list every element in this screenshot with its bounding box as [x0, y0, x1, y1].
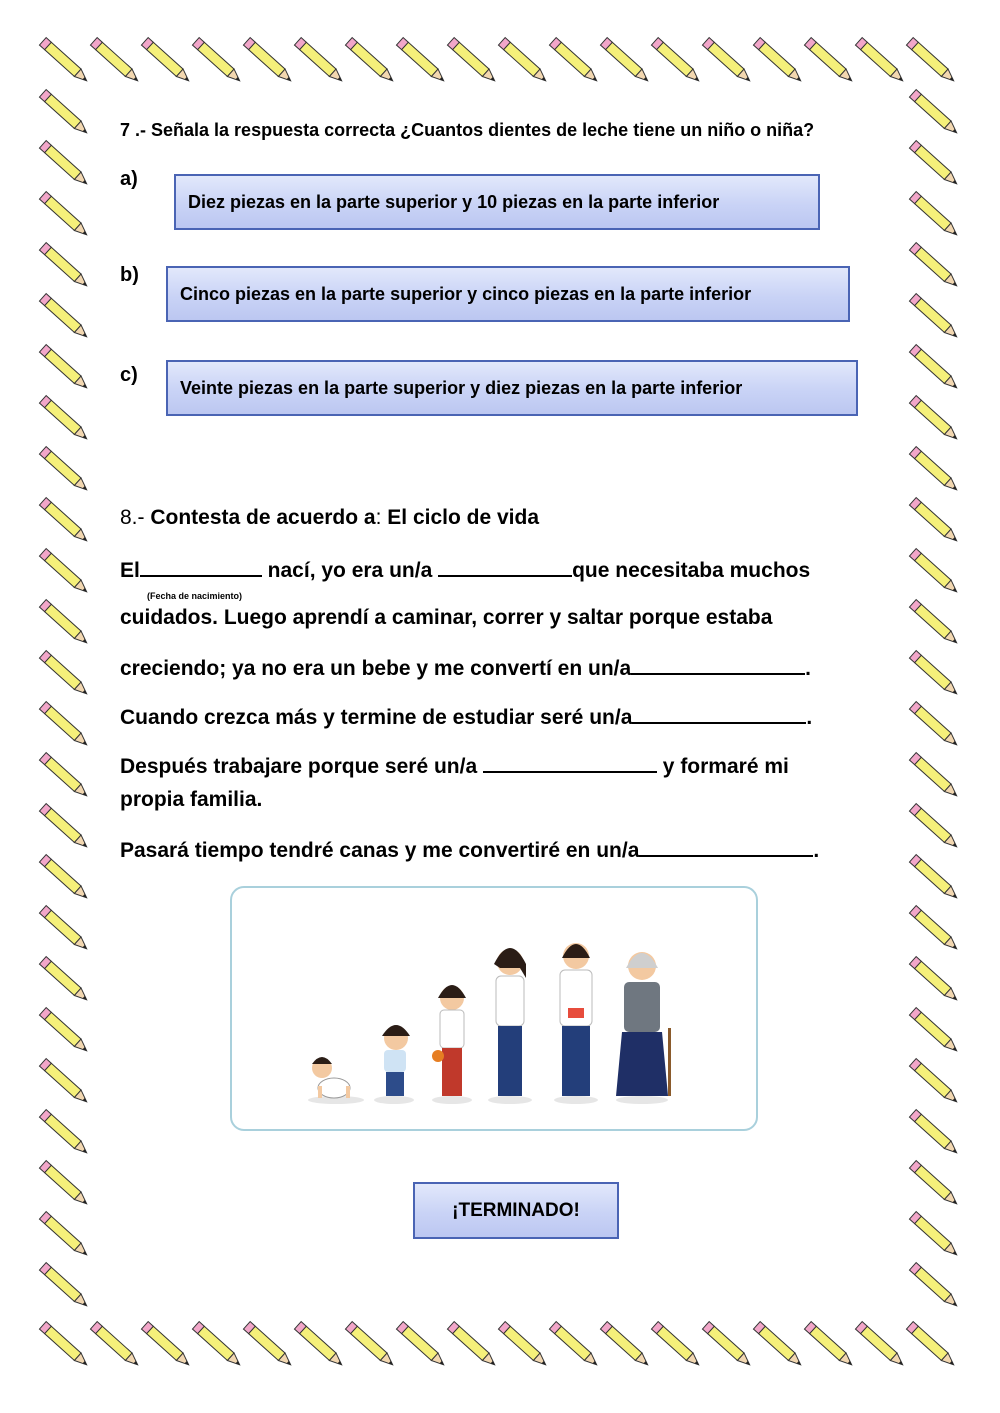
- pencil-icon: [909, 243, 960, 290]
- text-line-6: propia familia.: [120, 788, 263, 811]
- pencil-icon: [39, 804, 90, 851]
- pencil-icon: [909, 600, 960, 647]
- teen-figure: [494, 948, 526, 1096]
- pencil-icon: [39, 702, 90, 749]
- pencil-icon: [909, 651, 960, 698]
- pencil-icon: [39, 1161, 90, 1208]
- line5-end: y formaré mi: [656, 755, 789, 778]
- pencil-icon: [39, 651, 90, 698]
- line3-period: .: [805, 657, 812, 680]
- question-8-label: Contesta de acuerdo a: [150, 506, 376, 529]
- pencil-icon: [345, 1322, 396, 1369]
- pencil-icon: [909, 702, 960, 749]
- pencil-icon: [294, 1322, 345, 1369]
- pencil-icon: [39, 906, 90, 953]
- pencil-icon: [39, 1212, 90, 1259]
- pencil-icon: [498, 38, 549, 85]
- option-c-button[interactable]: Veinte piezas en la parte superior y diez piezas en la parte inferior: [166, 360, 858, 416]
- pencil-icon: [702, 1322, 753, 1369]
- option-c-letter: c): [120, 364, 138, 386]
- pencil-icon: [909, 1110, 960, 1157]
- option-b-letter: b): [120, 264, 139, 286]
- line7-period: .: [813, 839, 820, 862]
- pencil-icon: [549, 38, 600, 85]
- pencil-icon: [549, 1322, 600, 1369]
- baby-figure: [312, 1057, 350, 1098]
- pencil-icon: [141, 38, 192, 85]
- pencil-icon: [909, 855, 960, 902]
- pencil-icon: [909, 345, 960, 392]
- pencil-icon: [753, 38, 804, 85]
- pencil-icon: [39, 855, 90, 902]
- pencil-icon: [39, 396, 90, 443]
- text-line-1: [120, 557, 810, 583]
- birth-date-blank[interactable]: [140, 557, 262, 577]
- blank-5[interactable]: [639, 837, 813, 857]
- blank-4[interactable]: [483, 753, 657, 773]
- text-line-2: cuidados. Luego aprendí a caminar, correr y saltar porque estaba: [120, 606, 773, 629]
- pencil-icon: [447, 1322, 498, 1369]
- text-line-3: [120, 655, 811, 681]
- pencil-icon: [909, 447, 960, 494]
- birth-date-caption: (Fecha de nacimiento): [147, 591, 243, 601]
- text-line-4: [120, 704, 812, 730]
- pencil-icon: [909, 549, 960, 596]
- pencil-icon: [909, 396, 960, 443]
- pencil-icon: [909, 1161, 960, 1208]
- pencil-icon: [909, 1263, 960, 1310]
- pencil-icon: [909, 804, 960, 851]
- question-8-colon: :: [375, 506, 382, 529]
- pencil-icon: [855, 38, 906, 85]
- pencil-icon: [909, 1008, 960, 1055]
- pencil-icon: [909, 498, 960, 545]
- pencil-icon: [909, 906, 960, 953]
- pencil-icon: [909, 753, 960, 800]
- option-a-button[interactable]: Diez piezas en la parte superior y 10 piezas en la parte inferior: [174, 174, 820, 230]
- pencil-icon: [909, 294, 960, 341]
- question-8-topic: El ciclo de vida: [387, 506, 540, 529]
- pencil-icon: [39, 447, 90, 494]
- line7-text: Pasará tiempo tendré canas y me convertiré en un/a: [120, 839, 640, 862]
- line1-start: El: [120, 559, 140, 582]
- line4-period: .: [806, 706, 813, 729]
- pencil-icon: [396, 1322, 447, 1369]
- pencil-icon: [651, 38, 702, 85]
- pencil-icon: [600, 38, 651, 85]
- pencil-icon: [651, 1322, 702, 1369]
- line5-start: Después trabajare porque seré un/a: [120, 755, 483, 778]
- line3-text: creciendo; ya no era un bebe y me convertí en un/a: [120, 657, 632, 680]
- option-b-button[interactable]: Cinco piezas en la parte superior y cinco piezas en la parte inferior: [166, 266, 850, 322]
- option-a-letter: a): [120, 168, 138, 190]
- pencil-icon: [855, 1322, 906, 1369]
- question-8-title: [120, 506, 539, 530]
- pencil-icon: [804, 1322, 855, 1369]
- elder-figure: [616, 952, 671, 1096]
- pencil-icon: [909, 192, 960, 239]
- pencil-icon: [39, 1110, 90, 1157]
- pencil-icon: [39, 192, 90, 239]
- pencil-icon: [90, 38, 141, 85]
- pencil-icon: [909, 1059, 960, 1106]
- pencil-icon: [192, 1322, 243, 1369]
- pencil-icon: [141, 1322, 192, 1369]
- toddler-figure: [382, 1025, 410, 1096]
- text-line-7: [120, 837, 819, 863]
- line4-text: Cuando crezca más y termine de estudiar seré un/a: [120, 706, 633, 729]
- line1-end: que necesitaba muchos: [572, 559, 811, 582]
- pencil-icon: [192, 38, 243, 85]
- finish-button[interactable]: ¡TERMINADO!: [413, 1182, 619, 1239]
- pencil-icon: [39, 90, 90, 137]
- pencil-icon: [909, 957, 960, 1004]
- pencil-icon: [345, 38, 396, 85]
- pencil-icon: [753, 1322, 804, 1369]
- pencil-icon: [39, 549, 90, 596]
- pencil-icon: [39, 1263, 90, 1310]
- blank-2[interactable]: [631, 655, 805, 675]
- question-8-number: 8.-: [120, 506, 145, 529]
- pencil-icon: [243, 1322, 294, 1369]
- pencil-icon: [39, 294, 90, 341]
- question-7-title: 7 .- Señala la respuesta correcta ¿Cuantos dientes de leche tiene un niño o niña?: [120, 120, 815, 140]
- pencil-icon: [39, 1059, 90, 1106]
- text-line-5: [120, 753, 789, 779]
- pencil-icon: [243, 38, 294, 85]
- line1-middle: nací, yo era un/a: [261, 559, 439, 582]
- adult-figure: [560, 943, 592, 1096]
- pencil-icon: [39, 345, 90, 392]
- pencil-icon: [909, 1212, 960, 1259]
- pencil-icon: [39, 498, 90, 545]
- life-cycle-image: [230, 886, 758, 1131]
- pencil-icon: [39, 1008, 90, 1055]
- blank-3[interactable]: [632, 704, 806, 724]
- pencil-icon: [498, 1322, 549, 1369]
- pencil-icon: [600, 1322, 651, 1369]
- pencil-icon: [906, 38, 957, 85]
- pencil-icon: [804, 38, 855, 85]
- pencil-icon: [39, 38, 90, 85]
- life-cycle-illustration: [232, 888, 756, 1129]
- pencil-icon: [39, 243, 90, 290]
- child-figure: [432, 985, 466, 1096]
- pencil-icon: [906, 1322, 957, 1369]
- blank-1[interactable]: [438, 557, 572, 577]
- pencil-icon: [294, 38, 345, 85]
- pencil-icon: [39, 753, 90, 800]
- pencil-icon: [39, 1322, 90, 1369]
- pencil-icon: [396, 38, 447, 85]
- pencil-icon: [39, 141, 90, 188]
- pencil-icon: [702, 38, 753, 85]
- pencil-icon: [90, 1322, 141, 1369]
- pencil-icon: [909, 141, 960, 188]
- pencil-icon: [39, 600, 90, 647]
- pencil-icon: [39, 957, 90, 1004]
- pencil-icon: [447, 38, 498, 85]
